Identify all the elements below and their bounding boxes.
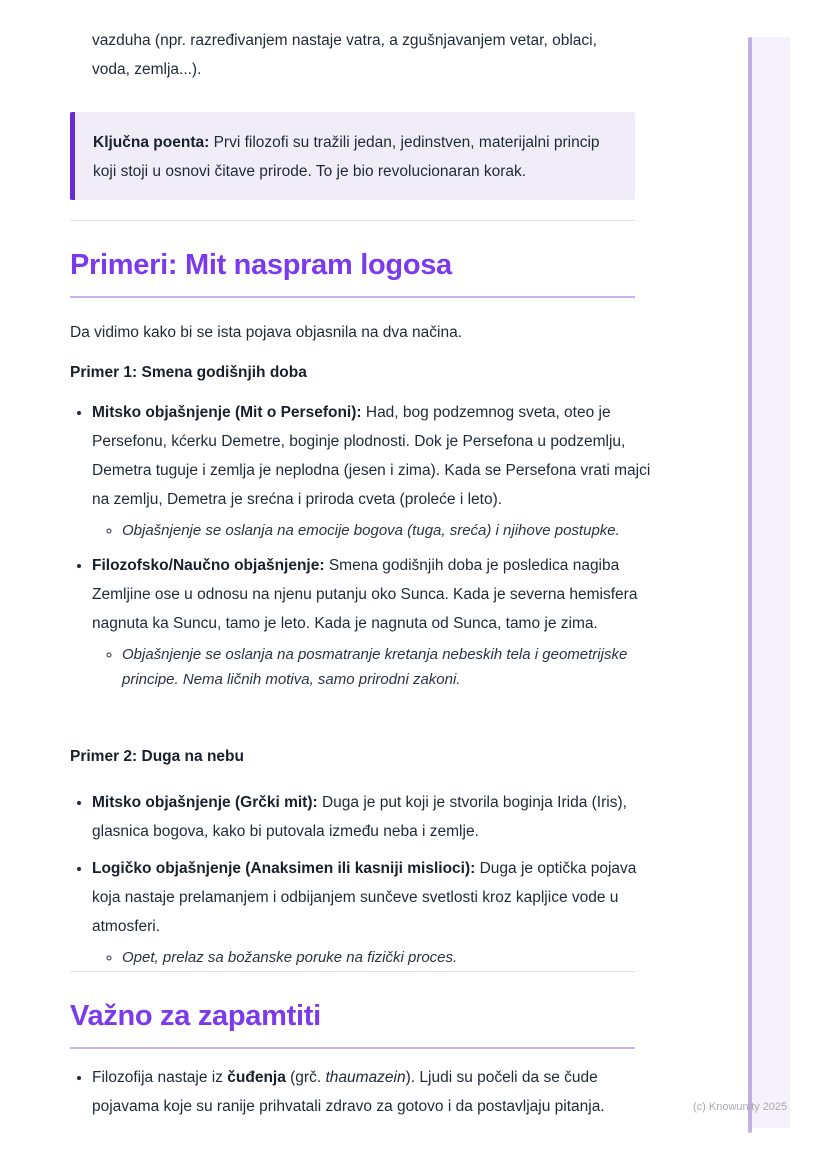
- list-item-lead: Logičko objašnjenje (Anaksimen ili kasniji mislioci):: [92, 860, 476, 877]
- list-item: [92, 398, 657, 543]
- key-point-text: [93, 128, 617, 186]
- section-title-vazno: Važno za zapamtiti: [70, 997, 635, 1049]
- list-item: [92, 1063, 657, 1121]
- list-item-text: (grč.: [285, 1069, 326, 1086]
- sub-list: [92, 642, 657, 692]
- greek-term: thaumazein: [325, 1069, 406, 1086]
- next-page-edge: [752, 37, 790, 1128]
- example2-list: [70, 788, 657, 970]
- example2-title: Primer 2: Duga na nebu: [70, 748, 244, 765]
- important-list: [70, 1063, 657, 1121]
- list-item-text: Smena godišnjih doba je posledica nagiba Zemljine ose u odnosu na njenu putanju oko Sunca. Kada je severna hemisfera nagnuta ka Suncu, tamo je leto. Kada je nagnuta od Sunca, tamo je zima.: [92, 557, 638, 632]
- paragraph-continuation: vazduha (npr. razređivanjem nastaje vatra, a zgušnjavanjem vetar, oblaci, voda, zemlja...).: [92, 32, 597, 78]
- sub-list-item: ◦ Objašnjenje se oslanja na emocije bogova (tuga, sreća) i njihove postupke.: [122, 518, 657, 543]
- knowunity-watermark: (c) Knowunity 2025: [693, 1101, 788, 1113]
- list-item-text: Duga je put koji je stvorila boginja Irida (Iris), glasnica bogova, kako bi putovala između neba i zemlje.: [92, 794, 627, 840]
- list-item-text: Duga je optička pojava koja nastaje prelamanjem i odbijanjem sunčeve svetlosti kroz kapljice vode u atmosferi.: [92, 860, 637, 935]
- key-point-label: Ključna poenta:: [93, 134, 210, 151]
- list-item-text: Had, bog podzemnog sveta, oteo je Persefonu, kćerku Demetre, boginje plodnosti. Dok je Persefona u podzemlju, Demetra tuguje i zemlja je neplodna (jesen i zima). Kada se Persefona vrati majci na zemlju, Demetra je srećna i priroda cveta (proleće i leto).: [92, 404, 651, 508]
- example1-title: Primer 1: Smena godišnjih doba: [70, 364, 307, 381]
- sub-list-item: ◦ Opet, prelaz sa božanske poruke na fizički proces.: [122, 945, 657, 970]
- list-item: [92, 551, 657, 692]
- section-intro: Da vidimo kako bi se ista pojava objasnila na dva načina.: [70, 324, 463, 341]
- sub-list: [92, 518, 657, 543]
- example1-list: [70, 398, 657, 692]
- list-item-text: Filozofija nastaje iz: [92, 1069, 228, 1086]
- sub-list: [92, 945, 657, 970]
- list-item-lead: Filozofsko/Naučno objašnjenje:: [92, 557, 325, 574]
- list-item-text: ). Ljudi su počeli da se čude pojavama koje su ranije prihvatali zdravo za gotovo i da postavljaju pitanja.: [92, 1069, 605, 1115]
- section-title-primeri: Primeri: Mit naspram logosa: [70, 246, 635, 298]
- list-item: [92, 854, 657, 970]
- list-item-lead: Mitsko objašnjenje (Mit o Persefoni):: [92, 404, 362, 421]
- bold-term: čuđenja: [227, 1069, 286, 1086]
- sub-list-item: ◦ Objašnjenje se oslanja na posmatranje kretanja nebeskih tela i geometrijske principe. Nema ličnih motiva, samo prirodni zakoni.: [122, 642, 657, 692]
- section-divider: [70, 971, 635, 972]
- key-point-callout: [70, 112, 635, 200]
- list-item: [92, 788, 657, 846]
- key-point-body: Prvi filozofi su tražili jedan, jedinstven, materijalni princip koji stoji u osnovi čitave prirode. To je bio revolucionaran korak.: [93, 134, 600, 180]
- list-item-lead: Mitsko objašnjenje (Grčki mit):: [92, 794, 318, 811]
- section-divider: [70, 220, 635, 221]
